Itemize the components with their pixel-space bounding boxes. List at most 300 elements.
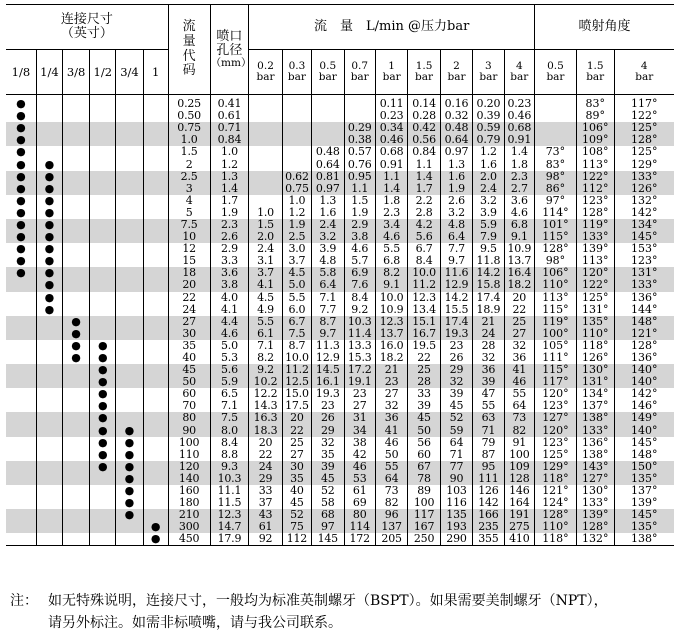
flow-cell: 0.68: [504, 122, 534, 134]
spray-angle-cell: 109°: [576, 134, 614, 146]
spray-angle-cell: 136°: [576, 437, 614, 449]
availability-cell: [116, 171, 143, 183]
pressure-value: 1.5: [586, 59, 604, 72]
availability-cell: [90, 497, 116, 509]
availability-cell: [90, 292, 116, 304]
availability-cell: [90, 485, 116, 497]
availability-dot: ●: [90, 400, 116, 412]
flow-cell: 45: [408, 412, 440, 424]
flow-cell: 26: [440, 352, 472, 364]
flow-cell: 1.0: [282, 195, 311, 207]
spray-angle-cell: 114°: [535, 207, 577, 219]
availability-cell: [63, 231, 90, 243]
orifice-cell: 2.9: [210, 243, 249, 255]
flow-cell: 96: [375, 509, 407, 521]
spray-angle-cell: 108°: [576, 146, 614, 158]
availability-cell: [143, 255, 168, 267]
flow-code-cell: 140: [168, 473, 210, 485]
availability-dot: ●: [116, 449, 143, 461]
flow-cell: 4.6: [504, 207, 534, 219]
flow-cell: 25: [282, 437, 311, 449]
flow-cell: [249, 134, 282, 146]
flow-cell: 29: [312, 425, 344, 437]
flow-cell: 37: [249, 497, 282, 509]
availability-cell: [36, 146, 62, 158]
flow-cell: 32: [440, 376, 472, 388]
flow-cell: 0.20: [473, 95, 504, 111]
availability-cell: [143, 376, 168, 388]
flow-cell: 0.56: [408, 134, 440, 146]
flow-cell: 8.2: [375, 267, 407, 279]
availability-cell: [36, 122, 62, 134]
flow-cell: 50: [375, 449, 407, 461]
flow-cell: [282, 134, 311, 146]
flow-cell: 73: [375, 485, 407, 497]
flow-cell: 0.42: [408, 122, 440, 134]
flow-cell: 126: [473, 485, 504, 497]
availability-cell: [63, 95, 90, 111]
spray-angle-cell: 139°: [576, 509, 614, 521]
pressure-unit: bar: [415, 71, 434, 83]
flow-cell: 1.5: [249, 219, 282, 231]
orifice-cell: 0.71: [210, 122, 249, 134]
table-row: [6, 110, 674, 122]
availability-cell: [90, 304, 116, 316]
availability-cell: [63, 400, 90, 412]
spray-angle-cell: 138°: [576, 449, 614, 461]
spray-angle-cell: 125°: [631, 146, 658, 159]
flow-cell: 0.11: [375, 95, 407, 111]
orifice-header: [210, 5, 252, 95]
flow-cell: 56: [408, 437, 440, 449]
flow-cell: 7.7: [440, 243, 472, 255]
orifice-cell: 7.5: [210, 412, 249, 424]
spray-angle-cell: 136°: [631, 351, 658, 365]
flow-cell: 30: [282, 461, 311, 473]
flow-cell: 11.4: [344, 328, 375, 340]
flow-cell: 92: [249, 533, 282, 546]
availability-cell: [36, 437, 62, 449]
flow-cell: 13.4: [408, 304, 440, 316]
availability-cell: [143, 364, 168, 376]
availability-cell: [116, 231, 143, 243]
size-header-1-2: 1/2: [90, 50, 116, 95]
flow-cell: 8.4: [344, 292, 375, 304]
availability-cell: [36, 449, 62, 461]
flow-cell: 22: [504, 304, 534, 316]
availability-dot: ●: [116, 473, 143, 485]
pressure-value: 0.3: [288, 59, 306, 72]
flow-cell: 4.2: [408, 219, 440, 231]
flow-cell: 61: [344, 485, 375, 497]
availability-cell: [63, 449, 90, 461]
orifice-cell: 6.5: [210, 388, 249, 400]
table-row: [6, 364, 674, 376]
availability-cell: [63, 207, 90, 219]
flow-cell: 10.0: [375, 292, 407, 304]
orifice-cell: 8.0: [210, 425, 249, 437]
flow-cell: 7.9: [473, 231, 504, 243]
availability-cell: [116, 521, 143, 533]
flow-cell: 60: [408, 449, 440, 461]
flow-cell: 10.0: [282, 352, 311, 364]
spray-angle-cell: 123°: [535, 400, 577, 412]
table-row: [6, 122, 674, 134]
flow-cell: 8.7: [312, 316, 344, 328]
availability-dot: ●: [36, 267, 62, 279]
spray-angle-cell: 97°: [535, 195, 577, 207]
spray-angle-cell: 121°: [535, 485, 577, 497]
flow-cell: 7.6: [344, 279, 375, 291]
flow-cell: [312, 122, 344, 134]
footnote-line-1: 如无特殊说明，连接尺寸，一般均为标准英制螺牙（BSPT）。如果需要美制螺牙（NPT），: [48, 593, 608, 609]
table-row: [6, 425, 674, 437]
spray-angle-cell: 83°: [576, 95, 614, 111]
flow-cell: 31: [344, 412, 375, 424]
spray-angle-cell: 127°: [535, 412, 577, 424]
spec-sheet: [6, 4, 676, 546]
pressure-unit: bar: [586, 71, 605, 83]
flow-cell: 117: [408, 509, 440, 521]
availability-cell: [6, 533, 36, 546]
orifice-cell: 11.1: [210, 485, 249, 497]
availability-cell: [6, 497, 36, 509]
availability-cell: [116, 255, 143, 267]
flow-cell: 26: [312, 412, 344, 424]
orifice-cell: 3.8: [210, 279, 249, 291]
flow-code-cell: 30: [168, 328, 210, 340]
spray-angle-cell: 128°: [576, 521, 614, 533]
spray-angle-cell: [535, 122, 577, 134]
availability-cell: [6, 328, 36, 340]
flow-cell: 39: [473, 376, 504, 388]
spray-angle-cell: 115°: [535, 304, 577, 316]
flow-cell: 1.7: [408, 183, 440, 195]
availability-dot: ●: [63, 328, 90, 340]
table-row: [6, 449, 674, 461]
availability-dot: ●: [116, 461, 143, 473]
flow-cell: 12.5: [282, 376, 311, 388]
availability-dot: ●: [90, 376, 116, 388]
flow-cell: 10.3: [344, 316, 375, 328]
availability-dot: ●: [6, 219, 36, 231]
flow-cell: 15.0: [282, 388, 311, 400]
availability-dot: ●: [6, 171, 36, 183]
flow-code-cell: 7.5: [168, 219, 210, 231]
availability-cell: [63, 195, 90, 207]
flow-cell: 17.2: [344, 364, 375, 376]
flow-cell: 3.7: [282, 255, 311, 267]
flow-cell: 0.48: [312, 146, 344, 158]
flow-code-cell: 3: [168, 183, 210, 195]
flow-cell: 6.9: [344, 267, 375, 279]
availability-dot: ●: [36, 255, 62, 267]
flow-cell: 8.2: [249, 352, 282, 364]
flow-cell: 7.7: [312, 304, 344, 316]
orifice-cell: 3.6: [210, 267, 249, 279]
spray-angle-cell: 86°: [535, 183, 577, 195]
flow-cell: 73: [504, 412, 534, 424]
availability-cell: [143, 437, 168, 449]
flow-cell: 0.38: [344, 134, 375, 146]
flow-cell: 35: [312, 449, 344, 461]
spray-angle-cell: 89°: [576, 110, 614, 122]
availability-cell: [63, 171, 90, 183]
flow-cell: 71: [440, 449, 472, 461]
availability-cell: [90, 146, 116, 158]
spray-angle-cell: 120°: [535, 388, 577, 400]
flow-cell: 2.7: [504, 183, 534, 195]
flow-cell: 4.5: [249, 292, 282, 304]
flow-cell: 24: [473, 328, 504, 340]
availability-cell: [36, 340, 62, 352]
flow-code-cell: 1.5: [168, 146, 210, 158]
flow-cell: 15.5: [440, 304, 472, 316]
flow-cell: 23: [440, 340, 472, 352]
flow-cell: 32: [473, 352, 504, 364]
availability-cell: [143, 509, 168, 521]
availability-cell: [63, 267, 90, 279]
spray-angle-cell: [535, 134, 577, 146]
flow-cell: 0.46: [504, 110, 534, 122]
availability-cell: [6, 376, 36, 388]
availability-cell: [6, 292, 36, 304]
spray-angle-cell: 132°: [631, 194, 658, 207]
pressure-value: 1: [388, 59, 395, 72]
flow-cell: 14.2: [473, 267, 504, 279]
availability-dot: ●: [143, 521, 168, 533]
flow-cell: [249, 171, 282, 183]
availability-cell: [36, 110, 62, 122]
availability-cell: [143, 328, 168, 340]
availability-cell: [90, 183, 116, 195]
flow-cell: 16.7: [408, 328, 440, 340]
spray-angle-cell: 111°: [535, 352, 577, 364]
flow-cell: 1.0: [249, 207, 282, 219]
flow-cell: 0.64: [440, 134, 472, 146]
availability-cell: [63, 376, 90, 388]
availability-cell: [116, 134, 143, 146]
orifice-cell: 0.61: [210, 110, 249, 122]
availability-cell: [36, 388, 62, 400]
availability-cell: [6, 461, 36, 473]
availability-dot: ●: [90, 449, 116, 461]
flow-cell: 1.5: [344, 195, 375, 207]
flow-cell: 2.3: [504, 171, 534, 183]
flow-cell: 193: [440, 521, 472, 533]
pressure-unit: bar: [382, 71, 401, 83]
flow-cell: [282, 110, 311, 122]
availability-dot: ●: [6, 110, 36, 122]
spray-angle-cell: 115°: [535, 364, 577, 376]
table-row: [6, 376, 674, 388]
spray-angle-cell: 126°: [576, 352, 614, 364]
availability-cell: [116, 267, 143, 279]
angle-pressure-header: [576, 50, 614, 95]
flow-cell: 145: [312, 533, 344, 546]
table-row: [6, 304, 674, 316]
flow-cell: 23: [375, 376, 407, 388]
orifice-cell: 0.84: [210, 134, 249, 146]
availability-cell: [90, 110, 116, 122]
availability-cell: [143, 183, 168, 195]
spray-angle-cell: 140°: [614, 425, 674, 437]
spray-angle-cell: 128°: [576, 207, 614, 219]
flow-cell: 45: [282, 497, 311, 509]
availability-cell: [116, 183, 143, 195]
spray-angle-cell: 118°: [535, 473, 577, 485]
flow-cell: 0.91: [375, 158, 407, 170]
flow-cell: [249, 122, 282, 134]
flow-cell: 0.16: [440, 95, 472, 111]
flow-pressure-header: [408, 50, 440, 95]
flow-cell: 12.9: [312, 352, 344, 364]
availability-cell: [143, 292, 168, 304]
availability-dot: ●: [36, 158, 62, 170]
flow-cell: 55: [504, 388, 534, 400]
flow-cell: 116: [440, 497, 472, 509]
spray-angle-cell: 119°: [535, 316, 577, 328]
table-row: [6, 412, 674, 424]
availability-cell: [143, 340, 168, 352]
table-row: [6, 183, 674, 195]
flow-code-cell: 24: [168, 304, 210, 316]
availability-cell: [63, 146, 90, 158]
flow-code-label: 流量代码: [182, 18, 196, 79]
availability-cell: [116, 316, 143, 328]
availability-cell: [116, 243, 143, 255]
flow-cell: 27: [344, 400, 375, 412]
spray-angle-cell: 143°: [576, 461, 614, 473]
flow-cell: 80: [344, 509, 375, 521]
flow-cell: 58: [312, 497, 344, 509]
availability-cell: [116, 376, 143, 388]
availability-cell: [90, 231, 116, 243]
spray-angle-cell: 135°: [576, 316, 614, 328]
flow-cell: 191: [504, 509, 534, 521]
flow-cell: 20: [504, 292, 534, 304]
spray-angle-cell: 139°: [631, 497, 658, 510]
flow-cell: 1.3: [312, 195, 344, 207]
flow-cell: 10.0: [408, 267, 440, 279]
availability-cell: [143, 207, 168, 219]
flow-cell: 0.79: [473, 134, 504, 146]
flow-cell: 12.2: [249, 388, 282, 400]
flow-cell: 112: [282, 533, 311, 546]
flow-cell: 167: [408, 521, 440, 533]
flow-pressure-header: [440, 50, 472, 95]
size-header-1-8: 1/8: [6, 50, 36, 95]
flow-cell: 275: [504, 521, 534, 533]
flow-cell: 0.84: [408, 146, 440, 158]
spray-angle-cell: 100°: [535, 328, 577, 340]
flow-cell: 52: [440, 412, 472, 424]
spray-angle-cell: [535, 110, 577, 122]
availability-cell: [116, 388, 143, 400]
flow-cell: 71: [473, 425, 504, 437]
flow-cell: 97: [312, 521, 344, 533]
spray-angle-cell: 134°: [576, 388, 614, 400]
flow-cell: 1.4: [504, 146, 534, 158]
orifice-cell: 2.3: [210, 219, 249, 231]
availability-cell: [116, 412, 143, 424]
flow-cell: 164: [504, 497, 534, 509]
flow-cell: 2.4: [249, 243, 282, 255]
availability-dot: ●: [90, 437, 116, 449]
flow-code-cell: 12: [168, 243, 210, 255]
availability-dot: ●: [6, 183, 36, 195]
availability-cell: [6, 388, 36, 400]
spray-angle-cell: 123°: [576, 195, 614, 207]
flow-pressure-header: [282, 50, 311, 95]
flow-cell: 25: [504, 316, 534, 328]
orifice-cell: 12.3: [210, 509, 249, 521]
flow-code-cell: 0.75: [168, 122, 210, 134]
availability-cell: [116, 352, 143, 364]
availability-dot: ●: [116, 485, 143, 497]
flow-cell: 52: [282, 509, 311, 521]
spray-angle-cell: 138°: [614, 533, 674, 546]
availability-cell: [90, 509, 116, 521]
availability-cell: [143, 449, 168, 461]
flow-cell: 5.0: [282, 279, 311, 291]
availability-cell: [36, 352, 62, 364]
orifice-label-line2: 孔径: [216, 42, 243, 58]
flow-cell: 1.1: [344, 183, 375, 195]
availability-cell: [90, 195, 116, 207]
flow-cell: 1.8: [375, 195, 407, 207]
flow-cell: 1.9: [282, 219, 311, 231]
flow-code-cell: 2.5: [168, 171, 210, 183]
flow-cell: 9.1: [504, 231, 534, 243]
flow-cell: 79: [473, 437, 504, 449]
flow-cell: 0.23: [504, 95, 534, 111]
flow-cell: 45: [312, 473, 344, 485]
table-row: [6, 316, 674, 328]
flow-cell: 3.0: [282, 243, 311, 255]
spray-angle-cell: 133°: [576, 231, 614, 243]
flow-cell: 19.3: [440, 328, 472, 340]
table-row: [6, 352, 674, 364]
availability-dot: ●: [36, 231, 62, 243]
flow-code-cell: 10: [168, 231, 210, 243]
flow-cell: 18.2: [375, 352, 407, 364]
spray-angle-cell: 110°: [576, 328, 614, 340]
availability-cell: [6, 316, 36, 328]
flow-cell: 15.3: [344, 352, 375, 364]
table-row: [6, 328, 674, 340]
table-row: [6, 461, 674, 473]
flow-cell: 36: [504, 352, 534, 364]
flow-cell: 68: [312, 509, 344, 521]
flow-cell: 63: [473, 412, 504, 424]
flow-cell: 3.6: [504, 195, 534, 207]
flow-cell: 5.9: [473, 219, 504, 231]
flow-cell: [344, 110, 375, 122]
flow-cell: 142: [473, 497, 504, 509]
flow-cell: 9.2: [249, 364, 282, 376]
flow-cell: 90: [440, 473, 472, 485]
flow-code-cell: 60: [168, 388, 210, 400]
flow-cell: 9.7: [312, 328, 344, 340]
orifice-cell: 5.0: [210, 340, 249, 352]
flow-cell: 10.9: [504, 243, 534, 255]
flow-cell: 64: [504, 400, 534, 412]
flow-cell: 5.5: [249, 316, 282, 328]
availability-cell: [36, 461, 62, 473]
availability-cell: [63, 292, 90, 304]
flow-cell: 5.7: [344, 255, 375, 267]
